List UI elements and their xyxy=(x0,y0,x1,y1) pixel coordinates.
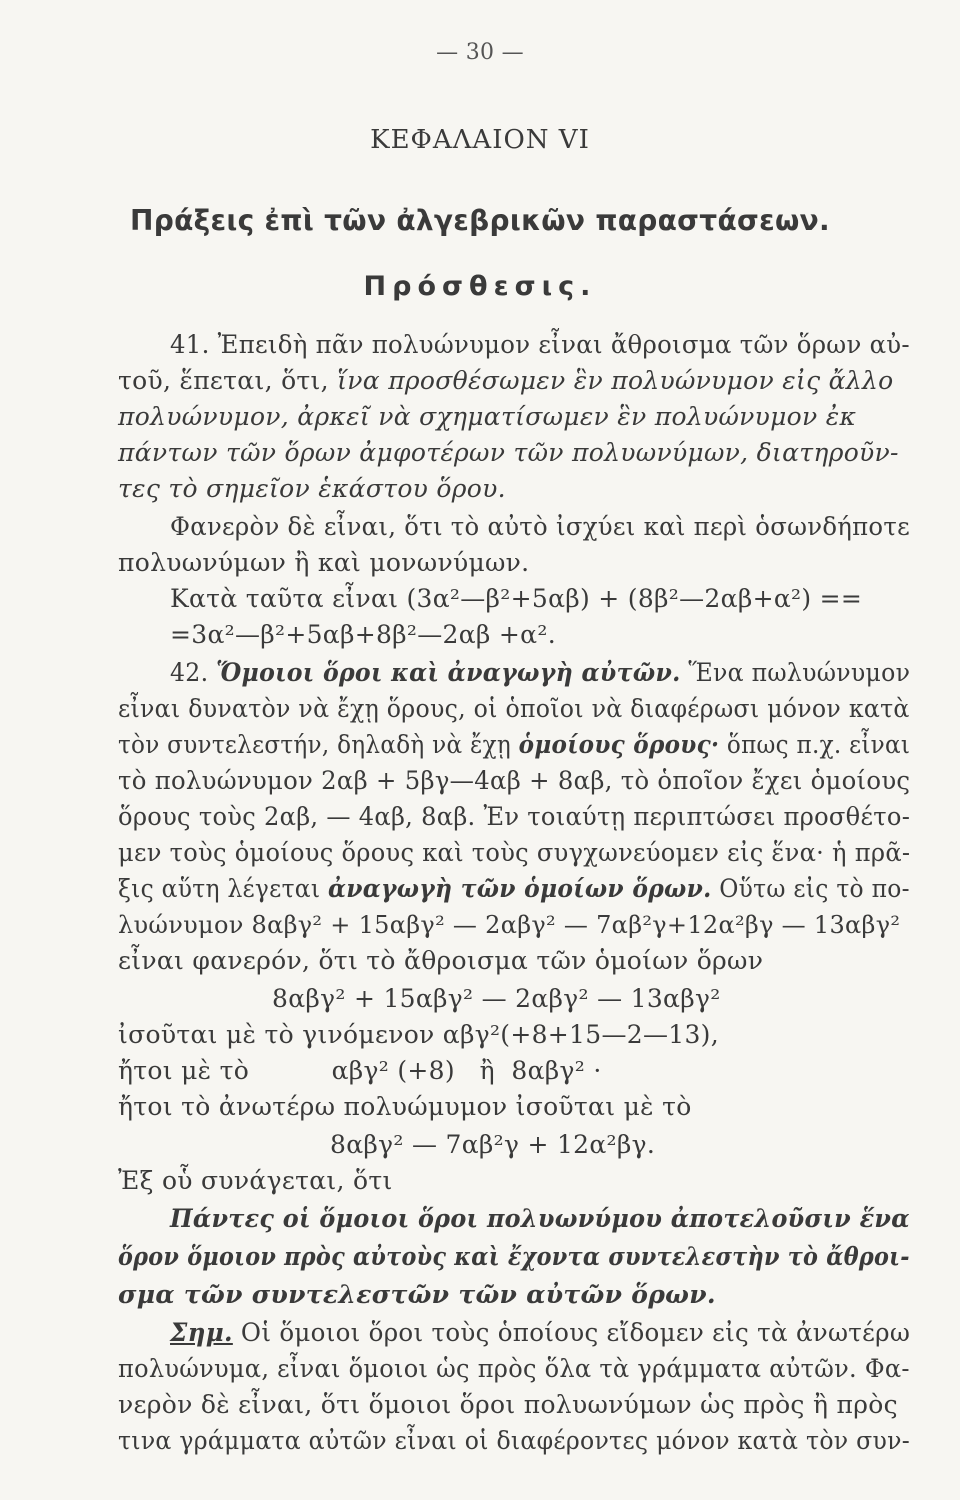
text-line xyxy=(170,1318,910,1348)
text-span: ξις αὕτη λέγεται xyxy=(118,874,329,903)
text-span: τοῦ, ἕπεται, ὅτι, xyxy=(118,366,338,395)
equation-line: =3α²—β²+5αβ+8β²—2αβ +α². xyxy=(170,620,556,649)
text-line: εἶναι φανερόν, ὅτι τὸ ἄθροισμα τῶν ὁμοίων ὅρων xyxy=(118,946,764,975)
text-line: πολυώνυμα, εἶναι ὅμοιοι ὡς πρὸς ὅλα τὰ γράμματα αὐτῶν. Φα- xyxy=(118,1354,910,1383)
section-title: Πράξεις ἐπὶ τῶν ἀλγεβρικῶν παραστάσεων. xyxy=(130,204,830,237)
equation-line: λυώνυμον 8αβγ² + 15αβγ² — 2αβγ² — 7αβ²γ+12α²βγ — 13αβγ² xyxy=(118,911,901,939)
text-line xyxy=(170,658,910,688)
text-span: Οὕτω εἰς τὸ πο- xyxy=(711,874,910,903)
text-line xyxy=(118,730,910,760)
equation-line: 8αβγ² — 7αβ²γ + 12α²βγ. xyxy=(330,1130,656,1159)
paragraph-number: 42. xyxy=(170,658,217,687)
chapter-heading: ΚΕΦΑΛΑΙΟΝ VI xyxy=(370,125,590,155)
rule-statement-line: σμα τῶν συντελεστῶν τῶν αὐτῶν ὅρων. xyxy=(118,1280,716,1309)
text-line: πολυώνυμον, ἀρκεῖ νὰ σχηματίσωμεν ἓν πολυώνυμον ἐκ xyxy=(118,402,857,431)
text-line: νερὸν δὲ εἶναι, ὅτι ὅμοιοι ὅροι πολυωνύμων ὡς πρὸς ἢ πρὸς xyxy=(118,1390,898,1419)
text-line: εἶναι δυνατὸν νὰ ἔχῃ ὅρους, οἱ ὁποῖοι νὰ διαφέρωσι μόνον κατὰ xyxy=(118,694,910,723)
rule-statement-line: ὅρον ὅμοιον πρὸς αὐτοὺς καὶ ἔχοντα συντελεστὴν τὸ ἄθροι- xyxy=(118,1242,910,1271)
text-span: Ἕνα πωλυώνυμον xyxy=(680,658,911,687)
equation-line: 8αβγ² + 15αβγ² — 2αβγ² — 13αβγ² xyxy=(272,984,721,1013)
text-line: ἤτοι τὸ ἀνωτέρω πολυώμυμον ἰσοῦται μὲ τὸ xyxy=(118,1092,692,1121)
text-line: ἤτοι μὲ τὸ αβγ² (+8) ἢ 8αβγ² · xyxy=(118,1056,602,1085)
text-line: ἰσοῦται μὲ τὸ γινόμενον αβγ²(+8+15—2—13), xyxy=(118,1020,719,1049)
text-line: μεν τοὺς ὁμοίους ὅρους καὶ τοὺς συγχωνεύομεν εἰς ἕνα· ἡ πρᾶ- xyxy=(118,838,911,867)
text-line: Ἐξ οὗ συνάγεται, ὅτι xyxy=(118,1166,393,1195)
subsection-title: Πρόσθεσις. xyxy=(363,271,597,302)
paragraph-heading: Ὅμοιοι ὅροι καὶ ἀναγωγὴ αὐτῶν. xyxy=(216,658,681,687)
emphasis-span: ἵνα προσθέσωμεν ἓν πολυώνυμον εἰς ἄλλο xyxy=(337,366,894,395)
equation-line: Κατὰ ταῦτα εἶναι (3α²—β²+5αβ) + (8β²—2αβ+α²) == xyxy=(170,584,863,613)
note-label: Σημ. xyxy=(170,1318,233,1347)
text-span: ὅπως π.χ. εἶναι xyxy=(719,730,911,759)
text-line: πολυωνύμων ἢ καὶ μονωνύμων. xyxy=(118,548,530,577)
text-span: Οἱ ὅμοιοι ὅροι τοὺς ὁποίους εἴδομεν εἰς τὰ ἀνωτέρω xyxy=(232,1318,911,1347)
rule-statement-line: Πάντες οἱ ὅμοιοι ὅροι πολυωνύμου ἀποτελοῦσιν ἕνα xyxy=(170,1204,910,1233)
text-line xyxy=(118,366,893,396)
text-line: τινα γράμματα αὐτῶν εἶναι οἱ διαφέροντες μόνον κατὰ τὸν συν- xyxy=(118,1426,910,1455)
text-line: πάντων τῶν ὅρων ἀμφοτέρων τῶν πολυωνύμων, διατηροῦν- xyxy=(118,438,899,467)
text-span: τὸν συντελεστήν, δηλαδὴ νὰ ἔχῃ xyxy=(118,730,519,759)
text-line: Φανερὸν δὲ εἶναι, ὅτι τὸ αὐτὸ ἰσχύει καὶ περὶ ὁσωνδήποτε xyxy=(170,512,910,541)
emphasis-span: ὁμοίους ὅρους· xyxy=(518,730,720,759)
text-line: τὸ πολυώνυμον 2αβ + 5βγ—4αβ + 8αβ, τὸ ὁποῖον ἔχει ὁμοίους xyxy=(118,766,911,795)
page-number: — 30 — xyxy=(436,40,524,65)
text-line: ὅρους τοὺς 2αβ, — 4αβ, 8αβ. Ἐν τοιαύτῃ περιπτώσει προσθέτο- xyxy=(118,802,911,831)
text-line: τες τὸ σημεῖον ἑκάστου ὅρου. xyxy=(118,474,506,503)
text-line: 41. Ἐπειδὴ πᾶν πολυώνυμον εἶναι ἄθροισμα τῶν ὅρων αὐ- xyxy=(170,330,910,359)
emphasis-span: ἀναγωγὴ τῶν ὁμοίων ὅρων. xyxy=(328,874,712,903)
text-line xyxy=(118,874,910,904)
